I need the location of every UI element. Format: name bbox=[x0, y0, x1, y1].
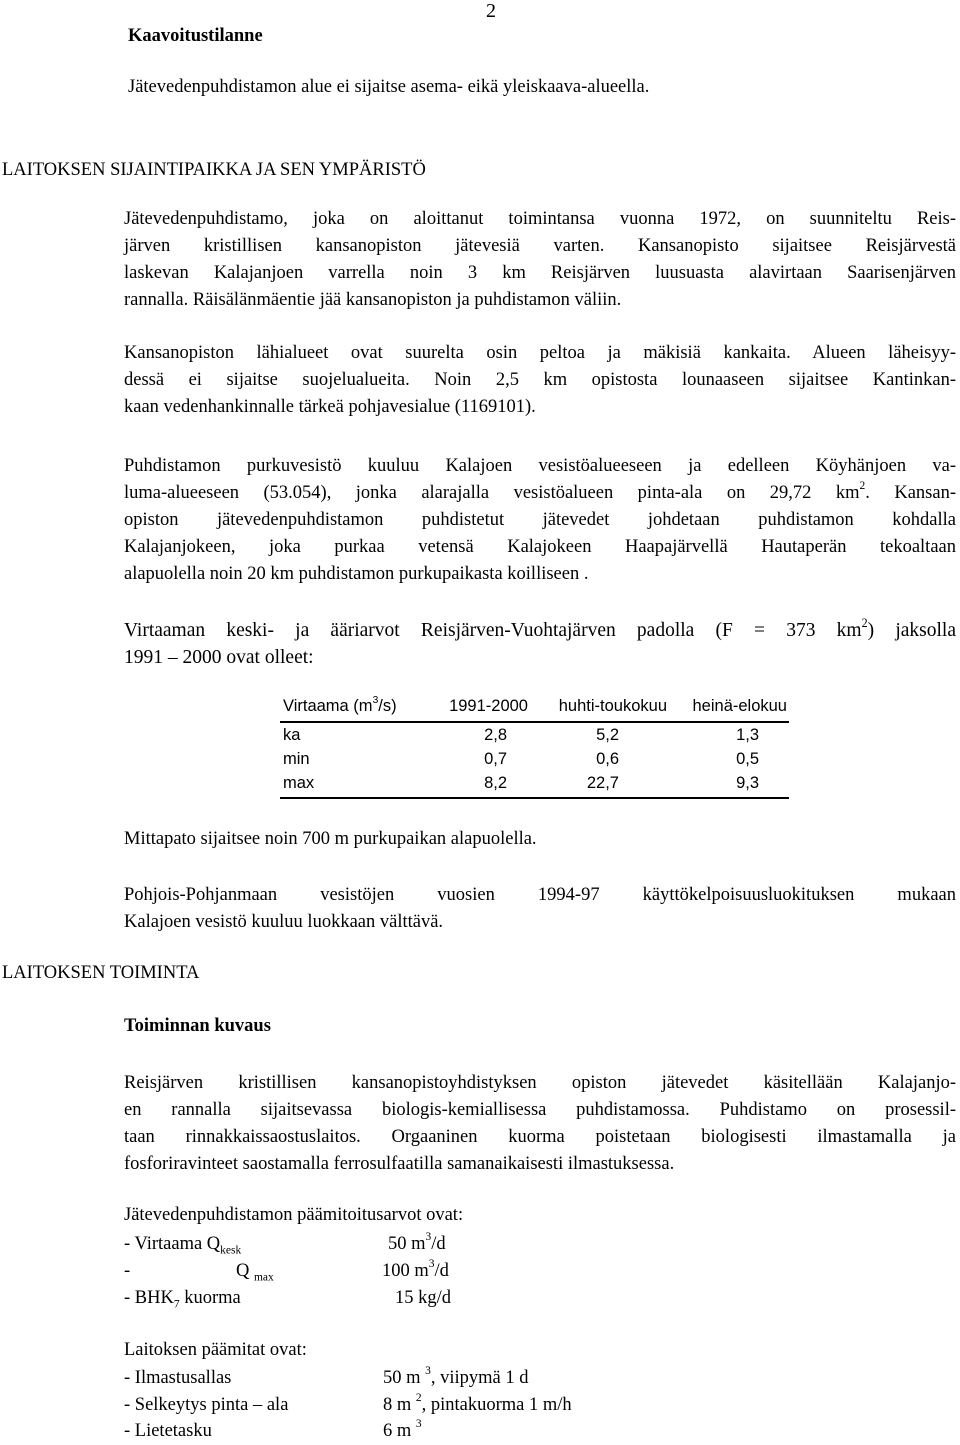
text-line: taan rinnakkaissaostuslaitos. Orgaaninen kuorma poistetaan biologisesti ilmastamalla ja bbox=[124, 1127, 956, 1147]
list-value bbox=[395, 1285, 451, 1312]
text-line: kaan vedenhankinnalle tärkeä pohjavesialue (1169101). bbox=[124, 397, 536, 417]
list-item: - Lietetasku bbox=[124, 1421, 212, 1441]
table-header-cell bbox=[283, 691, 397, 721]
text-line: laskevan Kalajanjoen varrella noin 3 km Reisjärven luusuasta alavirtaan Saarisenjärven bbox=[124, 263, 956, 283]
mitoitus-title: Jätevedenpuhdistamon päämitoitusarvot ovat: bbox=[124, 1205, 464, 1225]
table-rule bbox=[280, 797, 789, 799]
table-cell: 8,2 bbox=[484, 774, 507, 792]
table-cell: ka bbox=[283, 726, 301, 744]
section-heading-kaavoitus: Kaavoitustilanne bbox=[128, 26, 263, 46]
text-line: Pohjois-Pohjanmaan vesistöjen vuosien 1994-97 käyttökelpoisuusluokituksen mukaan bbox=[124, 885, 956, 905]
text-fragment: kuorma bbox=[179, 1288, 241, 1308]
sijainti-paragraph-1 bbox=[124, 206, 956, 314]
superscript: 3 bbox=[415, 1418, 422, 1431]
text-line bbox=[124, 480, 956, 507]
text-line: opiston jätevedenpuhdistamon puhdistetut jätevedet johdetaan puhdistamon kohdalla bbox=[124, 510, 956, 530]
text-line: rannalla. Räisälänmäentie jää kansanopiston ja puhdistamon väliin. bbox=[124, 290, 622, 310]
superscript: 3 bbox=[372, 694, 379, 706]
flow-table bbox=[280, 691, 789, 799]
table-cell: 22,7 bbox=[586, 774, 619, 792]
text-line: Kansanopiston lähialueet ovat suurelta osin peltoa ja mäkisiä kankaita. Alueen läheisyy- bbox=[124, 343, 956, 363]
list-value bbox=[382, 1258, 449, 1285]
section-heading-toiminta: LAITOKSEN TOIMINTA bbox=[2, 963, 200, 983]
text-line: 1991 – 2000 ovat olleet: bbox=[124, 647, 314, 668]
list-value bbox=[383, 1392, 572, 1419]
text-fragment: 50 m bbox=[388, 1234, 426, 1254]
text-fragment: /d bbox=[431, 1234, 446, 1254]
list-label bbox=[124, 1234, 242, 1257]
table-cell: max bbox=[283, 774, 315, 792]
subscript: 7 bbox=[173, 1298, 180, 1311]
table-cell: 0,5 bbox=[736, 750, 759, 768]
text-fragment: , viipymä 1 d bbox=[430, 1368, 529, 1388]
text-fragment: 15 kg/d bbox=[395, 1288, 452, 1308]
page-number: 2 bbox=[486, 0, 496, 22]
text-line bbox=[124, 617, 956, 644]
text-fragment: 6 m bbox=[383, 1421, 416, 1441]
superscript: 3 bbox=[425, 1365, 431, 1378]
list-value bbox=[388, 1231, 446, 1258]
text-fragment: Q $_{max}$ bbox=[236, 1261, 274, 1284]
kaavoitus-text: Jätevedenpuhdistamon alue ei sijaitse asema- eikä yleiskaava-alueella. bbox=[128, 77, 650, 97]
table-cell: 2,8 bbox=[484, 726, 507, 744]
table-cell: 9,3 bbox=[736, 774, 759, 792]
text-fragment: Virtaama (m bbox=[283, 697, 373, 715]
list-value bbox=[383, 1418, 422, 1445]
table-row bbox=[280, 723, 789, 747]
text-line: alapuolella noin 20 km puhdistamon purkupaikasta koilliseen . bbox=[124, 564, 589, 584]
text-line: en rannalla sijaitsevassa biologis-kemiallisessa puhdistamossa. Puhdistamo on prosessil- bbox=[124, 1100, 956, 1120]
text-fragment: , pintakuorma 1 m/h bbox=[421, 1395, 572, 1415]
toiminta-paragraph-1 bbox=[124, 1070, 956, 1178]
text-fragment: - Virtaama Q bbox=[124, 1234, 221, 1254]
mitat-title: Laitoksen päämitat ovat: bbox=[124, 1340, 307, 1360]
sijainti-paragraph-5: Mittapato sijaitsee noin 700 m purkupaikan alapuolella. bbox=[124, 829, 537, 849]
list-item bbox=[124, 1258, 274, 1285]
table-cell: 5,2 bbox=[596, 726, 619, 744]
text-fragment: 100 m bbox=[382, 1261, 429, 1281]
sijainti-paragraph-4 bbox=[124, 617, 956, 671]
text-line: dessä ei sijaitse suojelualueita. Noin 2,5 km opistosta lounaaseen sijaitsee Kantinkan- bbox=[124, 370, 956, 390]
text-fragment: /s) bbox=[378, 697, 397, 715]
text-fragment: Virtaaman keski- ja ääriarvot Reisjärven-Vuohtajärven padolla (F = 373 km bbox=[124, 620, 862, 641]
superscript: 2 bbox=[415, 1392, 422, 1405]
text-fragment: ) jaksolla bbox=[867, 620, 956, 641]
list-item bbox=[124, 1285, 241, 1312]
sijainti-paragraph-2 bbox=[124, 340, 956, 421]
text-fragment: - BHK bbox=[124, 1288, 174, 1308]
list-item: - Ilmastusallas bbox=[124, 1368, 232, 1388]
table-header-cell: 1991-2000 bbox=[449, 697, 528, 715]
section-heading-sijainti: LAITOKSEN SIJAINTIPAIKKA JA SEN YMPÄRISTÖ bbox=[2, 160, 426, 180]
superscript: 2 bbox=[859, 480, 866, 493]
sijainti-paragraph-3 bbox=[124, 453, 956, 588]
subscript: max bbox=[254, 1271, 274, 1284]
text-fragment: 8 m bbox=[383, 1395, 416, 1415]
text-line: Puhdistamon purkuvesistö kuuluu Kalajoen vesistöalueeseen ja edelleen Köyhänjoen va- bbox=[124, 456, 956, 476]
table-cell: 0,6 bbox=[596, 750, 619, 768]
text-line: Kalajanjokeen, joka purkaa vetensä Kalajokeen Haapajärvellä Hautaperän tekoaltaan bbox=[124, 537, 956, 557]
table-header-cell: heinä-elokuu bbox=[692, 697, 787, 715]
list-item: - Selkeytys pinta – ala bbox=[124, 1395, 289, 1415]
text-line: Reisjärven kristillisen kansanopistoyhdistyksen opiston jätevedet käsitellään Kalajanjo- bbox=[124, 1073, 956, 1093]
table-cell: 1,3 bbox=[736, 726, 759, 744]
text-fragment: - bbox=[124, 1261, 131, 1281]
table-cell: min bbox=[283, 750, 310, 768]
table-cell: 0,7 bbox=[484, 750, 507, 768]
superscript: 2 bbox=[861, 615, 868, 630]
text-line: järven kristillisen kansanopiston jätevesiä varten. Kansanopisto sijaitsee Reisjärvestä bbox=[124, 236, 956, 256]
list-value bbox=[383, 1365, 529, 1392]
text-line: fosforiravinteet saostamalla ferrosulfaatilla samanaikaisesti ilmastuksessa. bbox=[124, 1154, 675, 1174]
table-header-cell: huhti-toukokuu bbox=[558, 697, 667, 715]
text-fragment: luma-alueeseen (53.054), jonka alarajalla vesistöalueen pinta-ala on 29,72 km bbox=[124, 483, 860, 503]
text-line: Kalajoen vesistö kuuluu luokkaan välttävä. bbox=[124, 912, 444, 932]
text-fragment: 50 m bbox=[383, 1368, 426, 1388]
sijainti-paragraph-6 bbox=[124, 882, 956, 936]
superscript: 3 bbox=[428, 1258, 435, 1271]
table-row bbox=[280, 747, 789, 771]
table-header-row bbox=[280, 691, 789, 721]
text-line: Jätevedenpuhdistamo, joka on aloittanut toimintansa vuonna 1972, on suunniteltu Reis- bbox=[124, 209, 956, 229]
list-item bbox=[124, 1231, 241, 1258]
subscript: kesk bbox=[220, 1244, 242, 1257]
text-fragment: . Kansan- bbox=[865, 483, 956, 503]
table-row bbox=[280, 771, 789, 795]
superscript: 3 bbox=[425, 1231, 432, 1244]
text-fragment: /d bbox=[434, 1261, 449, 1281]
subheading-toiminnan-kuvaus: Toiminnan kuvaus bbox=[124, 1016, 271, 1036]
